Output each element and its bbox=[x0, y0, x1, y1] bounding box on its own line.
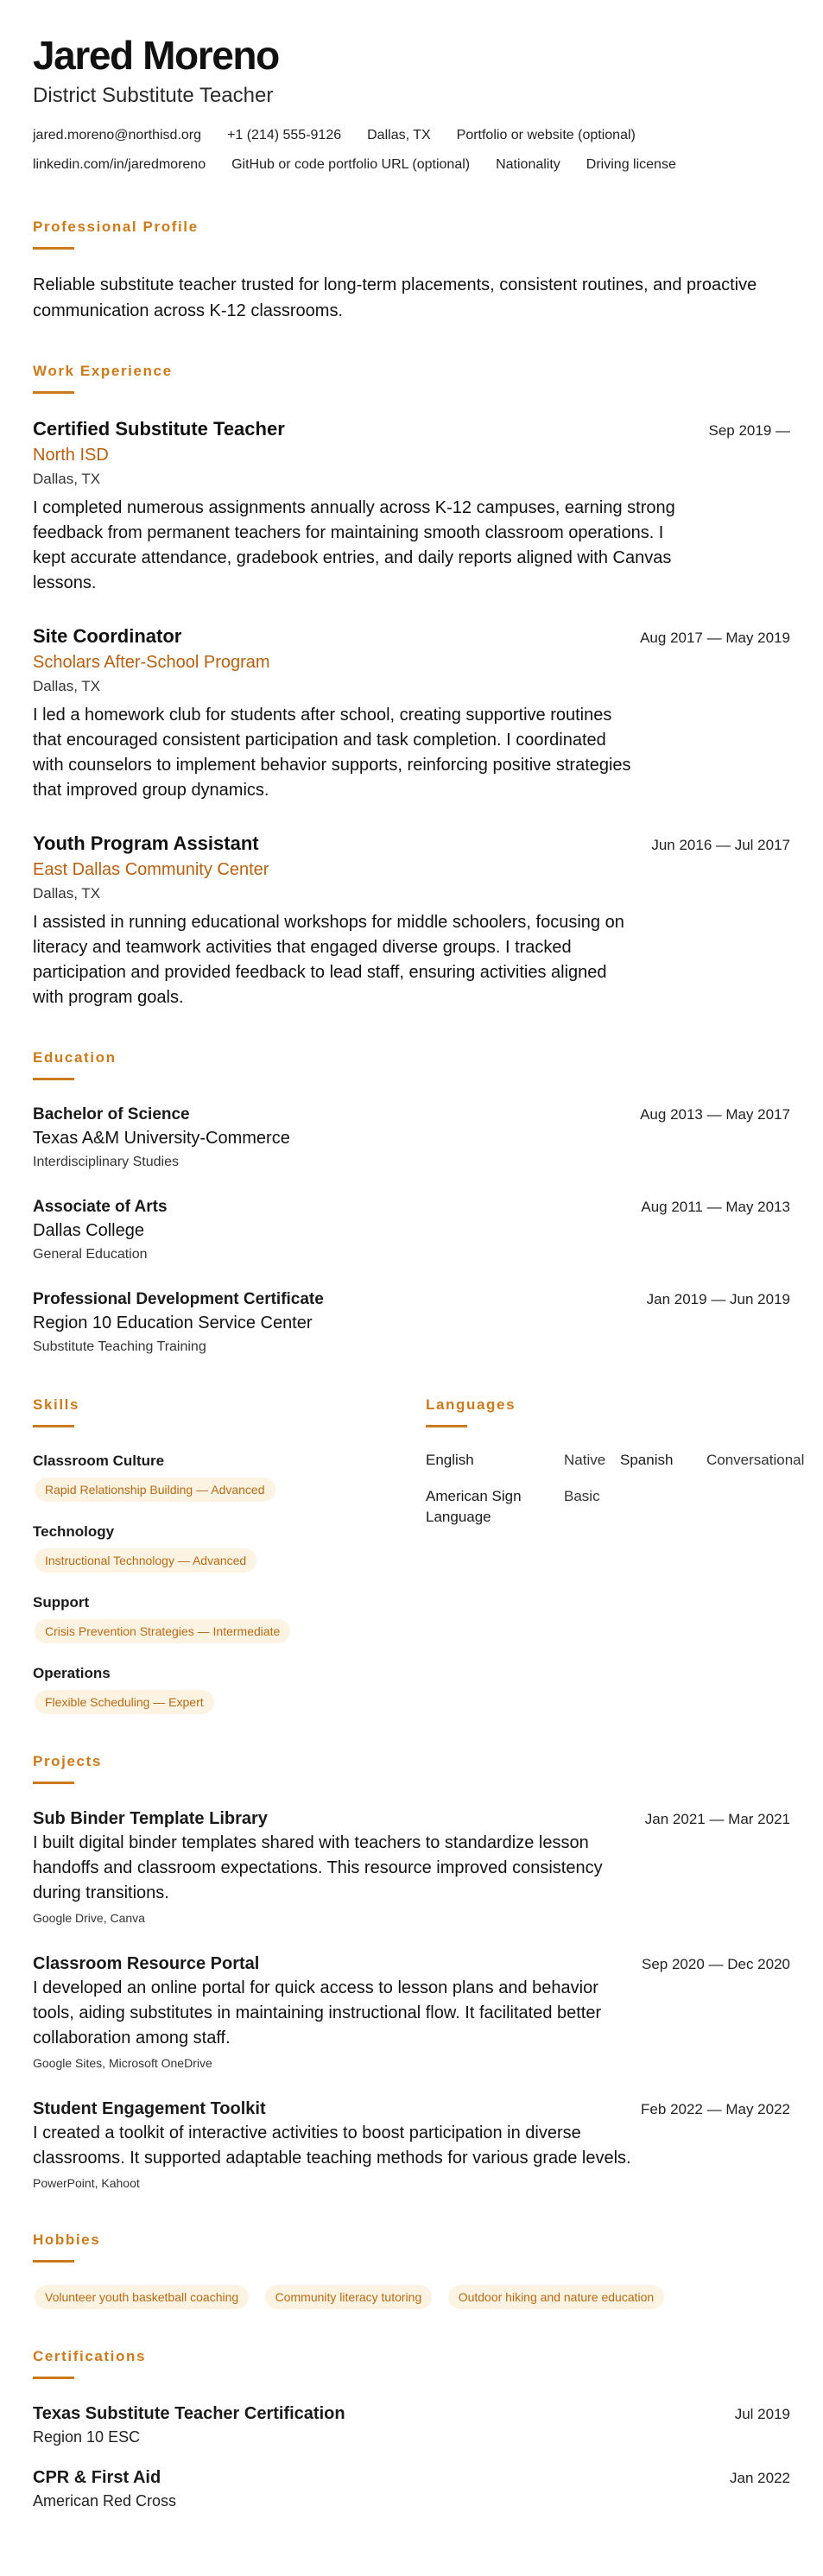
project-tech: Google Drive, Canva bbox=[33, 1911, 145, 1925]
profile-summary: Reliable substitute teacher trusted for long-term placements, consistent routines, and proactive communication across K-12 classrooms. bbox=[33, 275, 757, 320]
hobby-chip: Outdoor hiking and nature education bbox=[448, 2285, 665, 2309]
project-entry bbox=[33, 1952, 790, 2073]
project-description: I built digital binder templates shared with teachers to standardize lesson handoffs and classroom expectations. This resource improved consistency during transitions. bbox=[33, 1833, 603, 1902]
education-field: General Education bbox=[33, 1247, 148, 1262]
job-entry bbox=[33, 831, 790, 1010]
education-dates: Aug 2011 — May 2013 bbox=[641, 1199, 790, 1215]
certification-date: Jul 2019 bbox=[734, 2406, 790, 2422]
certification-name: Texas Substitute Teacher Certification bbox=[33, 2404, 345, 2423]
languages-section bbox=[426, 1396, 805, 1714]
contact-linkedin[interactable]: linkedin.com/in/jaredmoreno bbox=[33, 157, 206, 172]
section-title: Work Experience bbox=[33, 363, 173, 379]
job-description: I completed numerous assignments annually across K-12 campuses, earning strong feedback from permanent teachers for maintaining smooth classroom operations. I kept accurate attendance, gradebook entries, and daily reports aligned with Canvas lessons. bbox=[33, 498, 675, 592]
education-dates: Aug 2013 — May 2017 bbox=[640, 1106, 790, 1123]
section-title: Certifications bbox=[33, 2348, 147, 2364]
section-divider bbox=[33, 247, 74, 250]
education-field: Substitute Teaching Training bbox=[33, 1339, 206, 1354]
projects-section bbox=[33, 1752, 790, 2193]
job-company: North ISD bbox=[33, 446, 109, 465]
education-degree: Professional Development Certificate bbox=[33, 1290, 324, 1308]
language-level: Conversational bbox=[706, 1452, 805, 1468]
job-entry bbox=[33, 623, 790, 803]
contact-driving-license: Driving license bbox=[586, 157, 676, 172]
contact-location: Dallas, TX bbox=[367, 128, 431, 142]
certifications-section bbox=[33, 2347, 790, 2512]
skill-category-name: Support bbox=[33, 1594, 90, 1611]
education-school: Dallas College bbox=[33, 1221, 144, 1240]
skill-chip: Crisis Prevention Strategies — Intermediate bbox=[35, 1619, 290, 1643]
language-name: English bbox=[426, 1452, 474, 1468]
resume-header bbox=[33, 31, 790, 180]
skill-category bbox=[33, 1521, 426, 1592]
education-school: Region 10 Education Service Center bbox=[33, 1313, 313, 1332]
project-dates: Sep 2020 — Dec 2020 bbox=[641, 1956, 790, 1972]
hobby-chip: Community literacy tutoring bbox=[265, 2285, 433, 2309]
project-tech: PowerPoint, Kahoot bbox=[33, 2176, 140, 2190]
education-degree: Associate of Arts bbox=[33, 1198, 168, 1216]
certification-name: CPR & First Aid bbox=[33, 2468, 161, 2487]
skill-category bbox=[33, 1592, 426, 1662]
project-entry bbox=[33, 1807, 790, 1927]
section-title: Projects bbox=[33, 1753, 102, 1769]
section-divider bbox=[33, 1782, 74, 1784]
job-company: East Dallas Community Center bbox=[33, 860, 269, 879]
project-description: I created a toolkit of interactive activities to boost participation in diverse classrooms. It supported adaptable teaching methods for various grade levels. bbox=[33, 2123, 631, 2168]
section-title: Hobbies bbox=[33, 2231, 101, 2248]
hobbies-section bbox=[33, 2231, 790, 2309]
project-dates: Feb 2022 — May 2022 bbox=[641, 2101, 790, 2117]
skill-category bbox=[33, 1450, 426, 1521]
job-entry bbox=[33, 416, 790, 596]
contact-phone[interactable]: +1 (214) 555-9126 bbox=[227, 128, 342, 142]
skill-chip: Flexible Scheduling — Expert bbox=[35, 1690, 214, 1714]
skill-category-name: Classroom Culture bbox=[33, 1453, 165, 1469]
language-level: Native bbox=[564, 1452, 606, 1468]
education-degree: Bachelor of Science bbox=[33, 1105, 190, 1123]
contact-list bbox=[33, 121, 790, 180]
section-divider bbox=[33, 2260, 74, 2263]
contact-email[interactable]: jared.moreno@northisd.org bbox=[33, 128, 202, 142]
contact-github[interactable]: GitHub or code portfolio URL (optional) bbox=[231, 157, 471, 172]
education-section bbox=[33, 1048, 790, 1358]
project-title: Sub Binder Template Library bbox=[33, 1809, 268, 1828]
project-dates: Jan 2021 — Mar 2021 bbox=[644, 1811, 790, 1827]
job-title: Youth Program Assistant bbox=[33, 832, 259, 854]
skill-chip: Rapid Relationship Building — Advanced bbox=[35, 1478, 275, 1502]
job-title: Site Coordinator bbox=[33, 625, 182, 647]
education-school: Texas A&M University-Commerce bbox=[33, 1129, 290, 1148]
project-entry bbox=[33, 2097, 790, 2193]
project-description: I developed an online portal for quick access to lesson plans and behavior tools, aiding substitutes in maintaining instructional flow. It facilitated better collaboration among staff. bbox=[33, 1978, 602, 2048]
section-divider bbox=[426, 1425, 467, 1427]
language-list bbox=[426, 1450, 805, 1528]
project-tech: Google Sites, Microsoft OneDrive bbox=[33, 2056, 212, 2070]
candidate-headline: District Substitute Teacher bbox=[33, 84, 274, 107]
hobby-list bbox=[33, 2285, 790, 2309]
section-divider bbox=[33, 1078, 74, 1080]
certification-issuer: American Red Cross bbox=[33, 2492, 177, 2510]
contact-nationality: Nationality bbox=[496, 157, 560, 172]
certification-date: Jan 2022 bbox=[730, 2470, 790, 2486]
contact-portfolio[interactable]: Portfolio or website (optional) bbox=[456, 128, 636, 142]
job-company: Scholars After-School Program bbox=[33, 653, 270, 672]
skill-category-name: Operations bbox=[33, 1665, 111, 1681]
job-title: Certified Substitute Teacher bbox=[33, 418, 285, 440]
skill-category-name: Technology bbox=[33, 1523, 115, 1540]
job-description: I led a homework club for students after school, creating supportive routines that encouraged consistent participation and task completion. I coordinated with counselors to implement behavior supports, reinforcing positive strategies that improved group dynamics. bbox=[33, 706, 631, 800]
certification-entry bbox=[33, 2465, 790, 2512]
education-dates: Jan 2019 — Jun 2019 bbox=[646, 1291, 790, 1307]
skills-languages-row bbox=[33, 1396, 805, 1714]
job-dates: Sep 2019 — bbox=[708, 422, 790, 439]
skills-section bbox=[33, 1396, 426, 1714]
education-field: Interdisciplinary Studies bbox=[33, 1155, 179, 1169]
section-title: Education bbox=[33, 1049, 117, 1066]
candidate-name: Jared Moreno bbox=[33, 33, 279, 78]
skill-category bbox=[33, 1662, 426, 1714]
language-name: American Sign Language bbox=[426, 1488, 522, 1525]
job-description: I assisted in running educational workshops for middle schoolers, focusing on literacy and teamwork activities that engaged diverse groups. I tracked participation and provided feedback to lead staff, ensuring activities aligned with program goals. bbox=[33, 913, 624, 1007]
section-title: Skills bbox=[33, 1396, 80, 1413]
project-title: Classroom Resource Portal bbox=[33, 1954, 260, 1973]
section-divider bbox=[33, 2377, 74, 2379]
skill-chip: Instructional Technology — Advanced bbox=[35, 1548, 256, 1573]
job-dates: Aug 2017 — May 2019 bbox=[640, 630, 790, 646]
profile-section bbox=[33, 218, 790, 324]
hobby-chip: Volunteer youth basketball coaching bbox=[35, 2285, 249, 2309]
section-title: Professional Profile bbox=[33, 218, 199, 235]
certification-entry bbox=[33, 2402, 790, 2448]
language-level: Basic bbox=[564, 1488, 600, 1504]
job-dates: Jun 2016 — Jul 2017 bbox=[651, 837, 790, 853]
experience-section bbox=[33, 362, 790, 1010]
job-location: Dallas, TX bbox=[33, 678, 101, 694]
section-title: Languages bbox=[426, 1396, 516, 1413]
certification-issuer: Region 10 ESC bbox=[33, 2428, 141, 2446]
project-title: Student Engagement Toolkit bbox=[33, 2099, 266, 2118]
education-entry bbox=[33, 1288, 790, 1358]
job-location: Dallas, TX bbox=[33, 471, 101, 487]
language-name: Spanish bbox=[620, 1452, 674, 1468]
section-divider bbox=[33, 1425, 74, 1427]
section-divider bbox=[33, 391, 74, 394]
education-entry bbox=[33, 1195, 790, 1265]
job-location: Dallas, TX bbox=[33, 885, 101, 902]
education-entry bbox=[33, 1103, 790, 1173]
